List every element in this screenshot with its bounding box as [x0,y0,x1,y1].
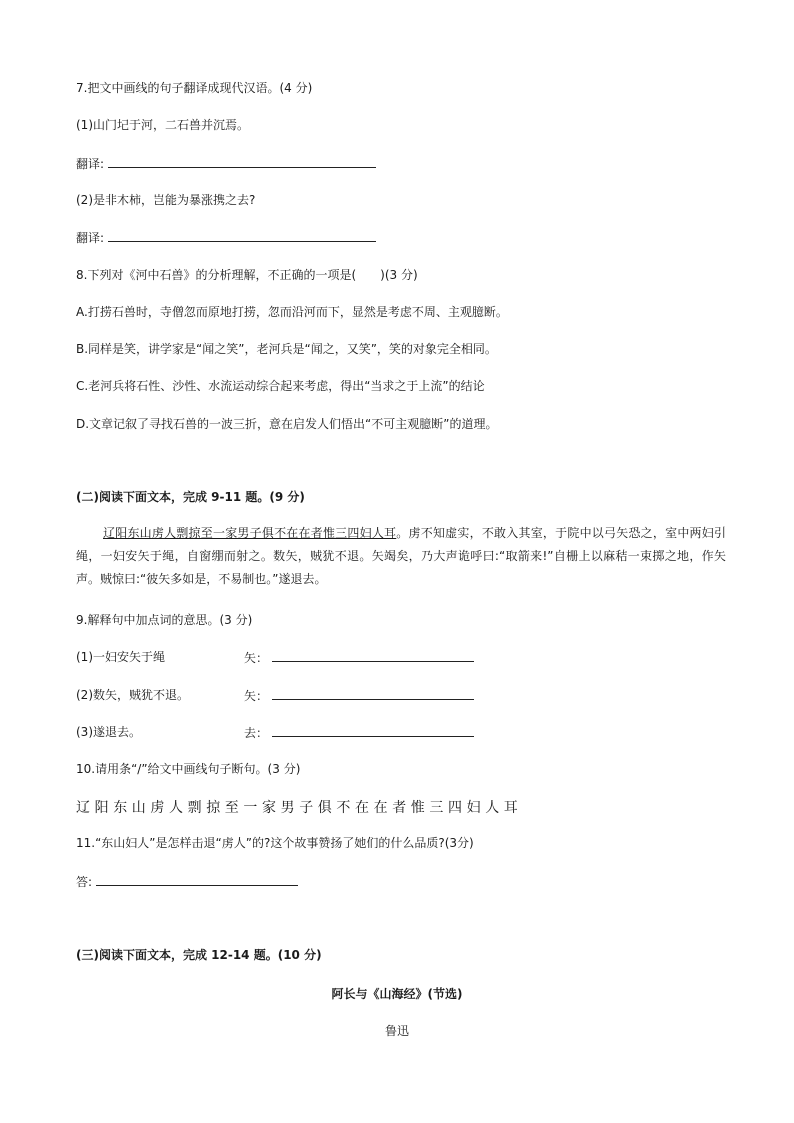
answer-label: 去： [244,726,269,740]
answer-label: 矢： [244,651,269,665]
article-title: 阿长与《山海经》(节选) [331,987,463,1001]
translate-label: 翻译: [76,231,105,245]
section-2-heading: (二)阅读下面文本，完成 9-11 题。(9 分) [76,490,305,504]
q9-item-1: (1)一妇安矢于绳 [76,650,165,664]
q7-title: 7.把文中画线的句子翻译成现代汉语。(4 分) [76,81,313,95]
q8-option-d: D.文章记叙了寻找石兽的一波三折，意在启发人们悟出“不可主观臆断”的道理。 [76,417,498,431]
translate-label: 翻译: [76,157,105,171]
q8-option-a: A.打捞石兽时，寺僧忽而原地打捞，忽而沿河而下，显然是考虑不周、主观臆断。 [76,305,508,319]
translation-1-blank[interactable] [108,155,376,168]
underlined-sentence: 辽阳东山虏人剽掠至一家男子俱不在在者惟三四妇人耳 [103,526,397,540]
q11-answer [76,873,298,890]
article-author: 鲁迅 [384,1024,409,1038]
q9-item-3: (3)遂退去。 [76,725,141,739]
q11-blank[interactable] [96,873,298,886]
answer-label: 矢： [244,689,269,703]
translation-2-blank[interactable] [108,229,376,242]
q9-blank-2[interactable] [272,687,474,700]
q8-option-c: C.老河兵将石性、沙性、水流运动综合起来考虑，得出“当求之于上流”的结论 [76,379,485,393]
q8-title: 8.下列对《河中石兽》的分析理解，不正确的一项是( )(3 分) [76,268,418,282]
q9-blank-1[interactable] [272,649,474,662]
answer-label: 答: [76,875,93,889]
q7-translation-2 [76,229,376,246]
section-3-heading: (三)阅读下面文本，完成 12-14 题。(10 分) [76,948,322,962]
q8-option-b: B.同样是笑，讲学家是“闻之笑”，老河兵是“闻之，又笑”，笑的对象完全相同。 [76,342,497,356]
q10-title: 10.请用条“/”给文中画线句子断句。(3 分) [76,762,301,776]
q9-item-3-answer [244,724,474,741]
q9-item-2-answer [244,687,474,704]
q7-sentence-1: (1)山门圮于河，二石兽并沉焉。 [76,118,249,132]
q10-sentence-chars: 辽阳东山虏人剽掠至一家男子俱不在在者惟三四妇人耳 [76,800,523,816]
passage-rest: 。虏不知虚实，不敢入其室，于院中以弓矢恐之，室中两妇引绳，一妇安矢于绳，自窗绷而射之。数矢，贼犹不退。矢竭矣，乃大声诡呼曰:“取箭来!”自栅上以麻秸一束掷之地，作矢声。贼惊曰:“彼矢多如是，不易制也。”遂退去。 [76,526,726,586]
section-2-passage [76,522,726,591]
q9-item-1-answer [244,649,474,666]
q9-blank-3[interactable] [272,724,474,737]
q9-title: 9.解释句中加点词的意思。(3 分) [76,613,253,627]
q11-title: 11.“东山妇人”是怎样击退“虏人”的?这个故事赞扬了她们的什么品质?(3分) [76,836,474,850]
q7-sentence-2: (2)是非木柿，岂能为暴涨携之去? [76,193,256,207]
q9-item-2: (2)数矢，贼犹不退。 [76,688,189,702]
q7-translation-1 [76,155,376,172]
